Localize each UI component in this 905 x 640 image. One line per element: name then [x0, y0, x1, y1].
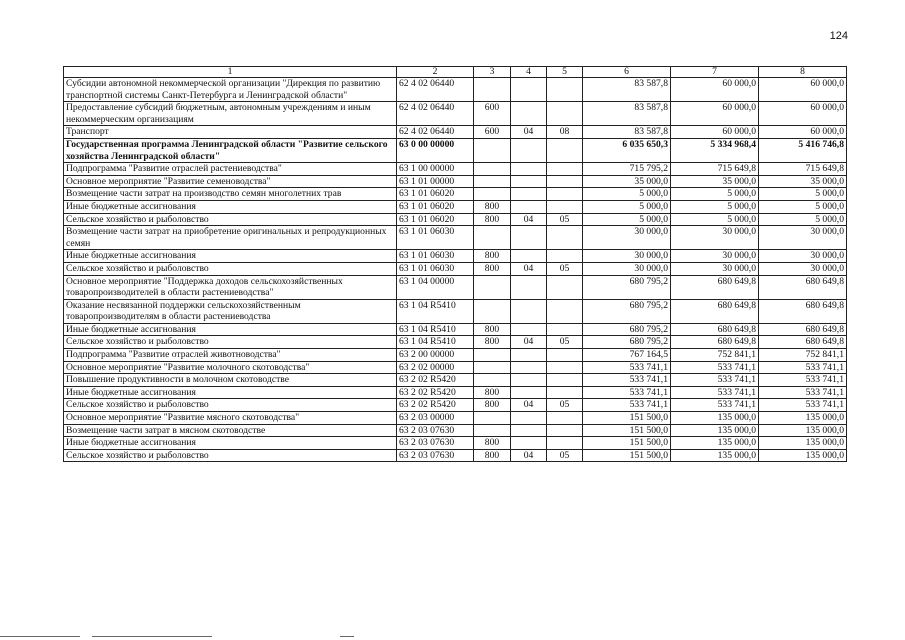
cell-section — [511, 275, 547, 299]
table-row — [64, 412, 847, 425]
cell-code: 63 2 02 R5420 — [397, 386, 474, 399]
cell-amount-col8: 5 000,0 — [759, 188, 847, 201]
cell-section — [511, 437, 547, 450]
cell-amount-col8: 30 000,0 — [759, 250, 847, 263]
cell-amount-col6: 5 000,0 — [583, 213, 671, 226]
cell-name: Иные бюджетные ассигнования — [64, 323, 397, 336]
cell-subsection — [547, 437, 583, 450]
cell-expense-type: 800 — [474, 449, 511, 462]
cell-section — [511, 361, 547, 374]
cell-amount-col6: 83 587,8 — [583, 126, 671, 139]
cell-amount-col7: 680 649,8 — [671, 299, 759, 323]
cell-amount-col8: 135 000,0 — [759, 412, 847, 425]
cell-expense-type — [474, 424, 511, 437]
cell-section — [511, 188, 547, 201]
cell-subsection — [547, 138, 583, 162]
cell-amount-col8: 680 649,8 — [759, 336, 847, 349]
cell-expense-type — [474, 226, 511, 250]
cell-name: Сельское хозяйство и рыболовство — [64, 449, 397, 462]
cell-amount-col8: 752 841,1 — [759, 349, 847, 362]
cell-amount-col6: 151 500,0 — [583, 424, 671, 437]
cell-code: 63 1 01 06030 — [397, 226, 474, 250]
cell-expense-type — [474, 374, 511, 387]
cell-code: 63 2 03 00000 — [397, 412, 474, 425]
cell-subsection: 05 — [547, 449, 583, 462]
cell-amount-col8: 680 649,8 — [759, 275, 847, 299]
cell-amount-col8: 680 649,8 — [759, 299, 847, 323]
cell-amount-col7: 30 000,0 — [671, 262, 759, 275]
cell-code: 62 4 02 06440 — [397, 126, 474, 139]
cell-amount-col6: 35 000,0 — [583, 175, 671, 188]
cell-code: 63 2 00 00000 — [397, 349, 474, 362]
header-cell: 7 — [671, 67, 759, 78]
cell-section — [511, 175, 547, 188]
cell-code: 63 1 04 R5410 — [397, 336, 474, 349]
table-row — [64, 424, 847, 437]
cell-amount-col7: 60 000,0 — [671, 126, 759, 139]
table-row — [64, 449, 847, 462]
cell-expense-type — [474, 361, 511, 374]
header-cell: 8 — [759, 67, 847, 78]
cell-name: Сельское хозяйство и рыболовство — [64, 399, 397, 412]
cell-subsection — [547, 361, 583, 374]
table-row — [64, 188, 847, 201]
cell-code: 63 1 04 R5410 — [397, 299, 474, 323]
header-cell: 2 — [397, 67, 474, 78]
table-row — [64, 323, 847, 336]
cell-expense-type: 800 — [474, 200, 511, 213]
cell-section — [511, 424, 547, 437]
cell-subsection — [547, 200, 583, 213]
table-row — [64, 78, 847, 102]
cell-name: Возмещение части затрат на производство семян многолетних трав — [64, 188, 397, 201]
table-body — [64, 78, 847, 462]
cell-amount-col7: 135 000,0 — [671, 437, 759, 450]
cell-amount-col8: 5 000,0 — [759, 213, 847, 226]
cell-amount-col8: 680 649,8 — [759, 323, 847, 336]
cell-name: Иные бюджетные ассигнования — [64, 250, 397, 263]
cell-section: 04 — [511, 213, 547, 226]
cell-expense-type: 800 — [474, 262, 511, 275]
cell-amount-col7: 5 000,0 — [671, 200, 759, 213]
cell-section — [511, 226, 547, 250]
cell-expense-type — [474, 138, 511, 162]
table-row — [64, 386, 847, 399]
cell-name: Основное мероприятие "Развитие молочного скотоводства" — [64, 361, 397, 374]
cell-section — [511, 374, 547, 387]
header-cell: 1 — [64, 67, 397, 78]
cell-section: 04 — [511, 399, 547, 412]
cell-expense-type — [474, 78, 511, 102]
cell-name: Повышение продуктивности в молочном скотоводстве — [64, 374, 397, 387]
cell-subsection: 08 — [547, 126, 583, 139]
cell-amount-col7: 533 741,1 — [671, 386, 759, 399]
cell-amount-col6: 30 000,0 — [583, 262, 671, 275]
cell-amount-col7: 680 649,8 — [671, 336, 759, 349]
cell-amount-col8: 60 000,0 — [759, 126, 847, 139]
cell-amount-col8: 533 741,1 — [759, 374, 847, 387]
cell-amount-col7: 715 649,8 — [671, 163, 759, 176]
cell-amount-col6: 680 795,2 — [583, 323, 671, 336]
cell-section — [511, 412, 547, 425]
cell-amount-col6: 151 500,0 — [583, 437, 671, 450]
cell-code: 63 1 01 06020 — [397, 200, 474, 213]
cell-amount-col7: 60 000,0 — [671, 102, 759, 126]
cell-name: Иные бюджетные ассигнования — [64, 386, 397, 399]
cell-amount-col8: 533 741,1 — [759, 386, 847, 399]
cell-amount-col8: 35 000,0 — [759, 175, 847, 188]
cell-amount-col6: 680 795,2 — [583, 336, 671, 349]
cell-name: Возмещение части затрат в мясном скотоводстве — [64, 424, 397, 437]
cell-code: 62 4 02 06440 — [397, 78, 474, 102]
cell-name: Сельское хозяйство и рыболовство — [64, 213, 397, 226]
cell-name: Субсидии автономной некоммерческой организации "Дирекция по развитию транспортной системы Санкт-Петербурга и Ленинградской области" — [64, 78, 397, 102]
cell-amount-col7: 35 000,0 — [671, 175, 759, 188]
cell-name: Подпрограмма "Развитие отраслей растениеводства" — [64, 163, 397, 176]
cell-amount-col8: 5 416 746,8 — [759, 138, 847, 162]
cell-amount-col6: 533 741,1 — [583, 361, 671, 374]
cell-section: 04 — [511, 262, 547, 275]
cell-amount-col8: 135 000,0 — [759, 437, 847, 450]
cell-amount-col7: 5 000,0 — [671, 213, 759, 226]
cell-code: 63 2 02 R5420 — [397, 374, 474, 387]
cell-expense-type — [474, 175, 511, 188]
cell-name: Возмещение части затрат на приобретение оригинальных и репродукционных семян — [64, 226, 397, 250]
cell-subsection — [547, 78, 583, 102]
table-row — [64, 349, 847, 362]
cell-code: 63 2 03 07630 — [397, 437, 474, 450]
cell-expense-type: 800 — [474, 399, 511, 412]
footer-divider — [340, 636, 354, 637]
cell-amount-col6: 533 741,1 — [583, 399, 671, 412]
cell-amount-col8: 135 000,0 — [759, 449, 847, 462]
table-row — [64, 126, 847, 139]
cell-section: 04 — [511, 126, 547, 139]
cell-subsection — [547, 412, 583, 425]
cell-subsection — [547, 349, 583, 362]
cell-section — [511, 102, 547, 126]
cell-amount-col7: 135 000,0 — [671, 424, 759, 437]
cell-amount-col7: 680 649,8 — [671, 323, 759, 336]
cell-section — [511, 323, 547, 336]
cell-amount-col7: 5 334 968,4 — [671, 138, 759, 162]
cell-subsection — [547, 374, 583, 387]
cell-amount-col8: 135 000,0 — [759, 424, 847, 437]
cell-amount-col6: 533 741,1 — [583, 374, 671, 387]
cell-amount-col7: 30 000,0 — [671, 250, 759, 263]
header-cell: 4 — [511, 67, 547, 78]
cell-amount-col7: 533 741,1 — [671, 374, 759, 387]
footer-divider — [92, 636, 212, 637]
cell-name: Сельское хозяйство и рыболовство — [64, 336, 397, 349]
table-row — [64, 163, 847, 176]
cell-code: 62 4 02 06440 — [397, 102, 474, 126]
table-row — [64, 262, 847, 275]
page-number: 124 — [829, 30, 848, 42]
cell-code: 63 1 01 06030 — [397, 262, 474, 275]
cell-name: Подпрограмма "Развитие отраслей животноводства" — [64, 349, 397, 362]
cell-subsection — [547, 226, 583, 250]
cell-amount-col8: 5 000,0 — [759, 200, 847, 213]
cell-amount-col8: 60 000,0 — [759, 78, 847, 102]
cell-name: Основное мероприятие "Поддержка доходов сельскохозяйственных товаропроизводителей в области растениеводства" — [64, 275, 397, 299]
header-cell: 6 — [583, 67, 671, 78]
cell-amount-col6: 6 035 650,3 — [583, 138, 671, 162]
cell-amount-col8: 533 741,1 — [759, 361, 847, 374]
cell-amount-col6: 680 795,2 — [583, 299, 671, 323]
cell-expense-type — [474, 163, 511, 176]
table-row — [64, 361, 847, 374]
cell-code: 63 1 00 00000 — [397, 163, 474, 176]
budget-table — [63, 66, 847, 462]
table-row — [64, 299, 847, 323]
cell-expense-type: 800 — [474, 437, 511, 450]
cell-subsection: 05 — [547, 262, 583, 275]
cell-expense-type: 600 — [474, 102, 511, 126]
header-cell: 3 — [474, 67, 511, 78]
cell-amount-col6: 533 741,1 — [583, 386, 671, 399]
cell-expense-type: 800 — [474, 386, 511, 399]
cell-expense-type — [474, 412, 511, 425]
cell-code: 63 1 01 00000 — [397, 175, 474, 188]
cell-code: 63 1 01 06020 — [397, 188, 474, 201]
cell-amount-col7: 135 000,0 — [671, 412, 759, 425]
cell-amount-col7: 30 000,0 — [671, 226, 759, 250]
cell-section: 04 — [511, 449, 547, 462]
cell-amount-col6: 83 587,8 — [583, 78, 671, 102]
cell-expense-type: 800 — [474, 250, 511, 263]
cell-expense-type — [474, 188, 511, 201]
cell-subsection — [547, 299, 583, 323]
cell-amount-col6: 83 587,8 — [583, 102, 671, 126]
cell-name: Оказание несвязанной поддержки сельскохозяйственным товаропроизводителям в области растениеводства — [64, 299, 397, 323]
table-row — [64, 250, 847, 263]
cell-code: 63 1 04 00000 — [397, 275, 474, 299]
cell-expense-type: 800 — [474, 336, 511, 349]
cell-amount-col7: 5 000,0 — [671, 188, 759, 201]
cell-name: Предоставление субсидий бюджетным, автономным учреждениям и иным некоммерческим организациям — [64, 102, 397, 126]
cell-subsection: 05 — [547, 336, 583, 349]
table-row — [64, 336, 847, 349]
cell-section — [511, 78, 547, 102]
cell-amount-col7: 680 649,8 — [671, 275, 759, 299]
cell-expense-type: 600 — [474, 126, 511, 139]
cell-section — [511, 163, 547, 176]
cell-section — [511, 138, 547, 162]
table-row — [64, 437, 847, 450]
cell-subsection — [547, 175, 583, 188]
cell-amount-col7: 135 000,0 — [671, 449, 759, 462]
cell-subsection: 05 — [547, 213, 583, 226]
cell-amount-col7: 60 000,0 — [671, 78, 759, 102]
cell-name: Транспорт — [64, 126, 397, 139]
cell-amount-col6: 715 795,2 — [583, 163, 671, 176]
cell-expense-type — [474, 299, 511, 323]
cell-amount-col6: 151 500,0 — [583, 412, 671, 425]
cell-amount-col8: 30 000,0 — [759, 226, 847, 250]
cell-name: Основное мероприятие "Развитие семеноводства" — [64, 175, 397, 188]
cell-name: Сельское хозяйство и рыболовство — [64, 262, 397, 275]
cell-code: 63 0 00 00000 — [397, 138, 474, 162]
cell-code: 63 2 03 07630 — [397, 449, 474, 462]
cell-amount-col6: 30 000,0 — [583, 226, 671, 250]
cell-section — [511, 349, 547, 362]
table-row — [64, 226, 847, 250]
cell-name: Иные бюджетные ассигнования — [64, 200, 397, 213]
cell-amount-col8: 715 649,8 — [759, 163, 847, 176]
table-row — [64, 213, 847, 226]
cell-subsection — [547, 188, 583, 201]
cell-expense-type: 800 — [474, 323, 511, 336]
cell-code: 63 2 02 R5420 — [397, 399, 474, 412]
cell-amount-col6: 680 795,2 — [583, 275, 671, 299]
cell-subsection — [547, 102, 583, 126]
cell-amount-col8: 60 000,0 — [759, 102, 847, 126]
table-row — [64, 102, 847, 126]
cell-amount-col6: 767 164,5 — [583, 349, 671, 362]
header-row — [64, 67, 847, 78]
cell-expense-type — [474, 275, 511, 299]
cell-amount-col6: 5 000,0 — [583, 200, 671, 213]
header-cell: 5 — [547, 67, 583, 78]
cell-subsection — [547, 386, 583, 399]
cell-name: Государственная программа Ленинградской области "Развитие сельского хозяйства Ленинградской области" — [64, 138, 397, 162]
table-row — [64, 175, 847, 188]
cell-subsection — [547, 163, 583, 176]
table-row — [64, 200, 847, 213]
cell-amount-col6: 151 500,0 — [583, 449, 671, 462]
cell-subsection — [547, 275, 583, 299]
cell-section — [511, 299, 547, 323]
cell-amount-col8: 30 000,0 — [759, 262, 847, 275]
footer-divider — [0, 636, 80, 637]
table-row — [64, 138, 847, 162]
cell-subsection — [547, 323, 583, 336]
cell-code: 63 1 01 06030 — [397, 250, 474, 263]
cell-amount-col6: 30 000,0 — [583, 250, 671, 263]
cell-section: 04 — [511, 336, 547, 349]
cell-amount-col8: 533 741,1 — [759, 399, 847, 412]
cell-amount-col7: 752 841,1 — [671, 349, 759, 362]
cell-name: Иные бюджетные ассигнования — [64, 437, 397, 450]
table-row — [64, 275, 847, 299]
cell-amount-col7: 533 741,1 — [671, 399, 759, 412]
cell-expense-type — [474, 349, 511, 362]
cell-subsection — [547, 424, 583, 437]
cell-section — [511, 200, 547, 213]
table-row — [64, 399, 847, 412]
cell-amount-col7: 533 741,1 — [671, 361, 759, 374]
cell-subsection: 05 — [547, 399, 583, 412]
cell-name: Основное мероприятие "Развитие мясного скотоводства" — [64, 412, 397, 425]
cell-subsection — [547, 250, 583, 263]
cell-section — [511, 250, 547, 263]
cell-code: 63 1 01 06020 — [397, 213, 474, 226]
cell-section — [511, 386, 547, 399]
cell-code: 63 1 04 R5410 — [397, 323, 474, 336]
cell-code: 63 2 03 07630 — [397, 424, 474, 437]
cell-code: 63 2 02 00000 — [397, 361, 474, 374]
cell-amount-col6: 5 000,0 — [583, 188, 671, 201]
cell-expense-type: 800 — [474, 213, 511, 226]
table-row — [64, 374, 847, 387]
